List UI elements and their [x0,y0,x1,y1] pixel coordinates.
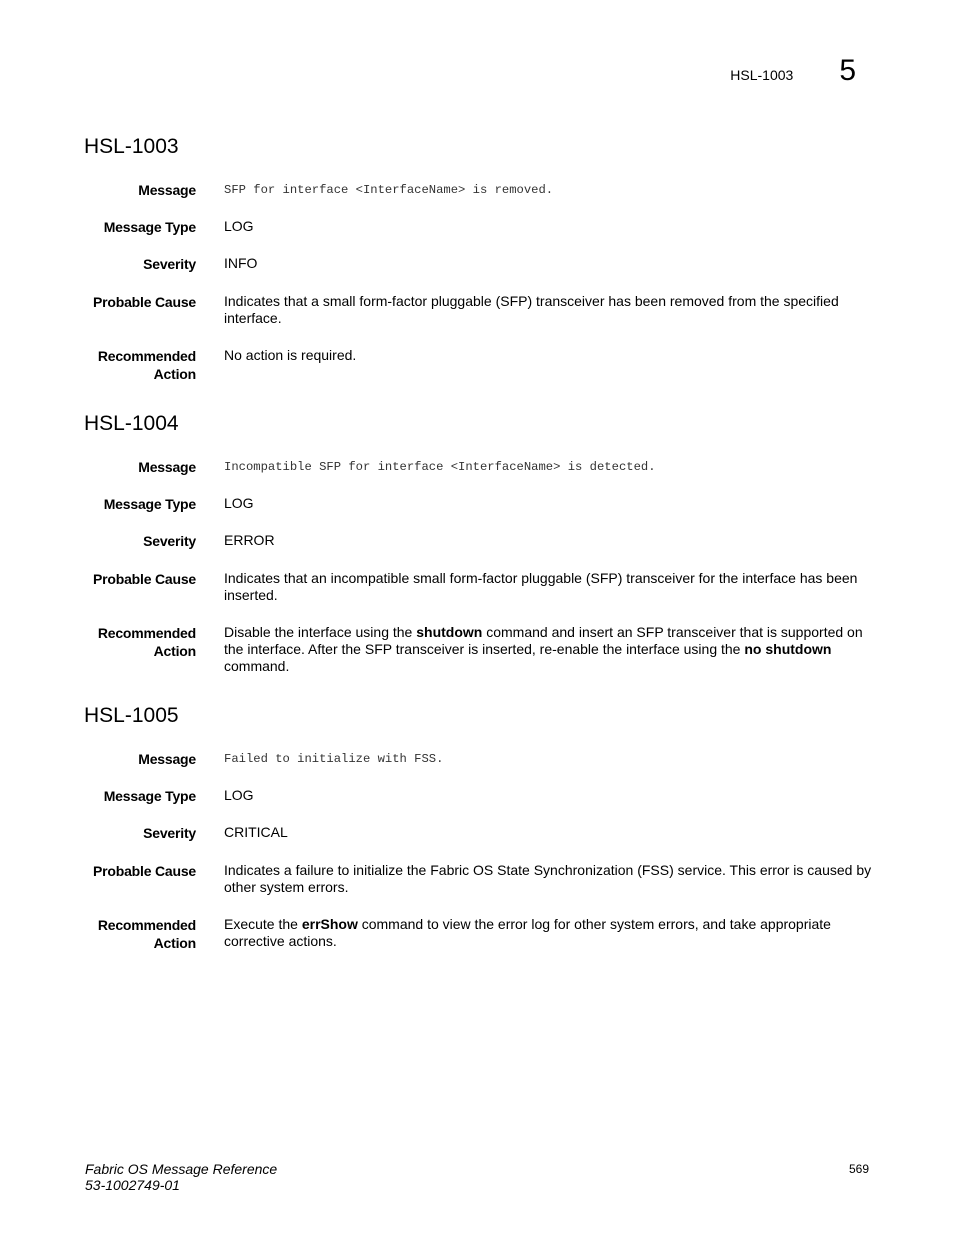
message-type-label: Message Type [103,219,196,235]
probable-cause-text: Indicates that a small form-factor pluggable (SFP) transceiver has been removed from the specified interface. [224,293,839,326]
message-text: Failed to initialize with FSS. [224,752,444,766]
action-text-part: command to view the error log for other system errors, and take appropriate corrective actions. [224,916,831,949]
recommended-action-text [224,916,872,950]
message-type-value: LOG [224,787,254,803]
message-label: Message [138,182,196,198]
recommended-label-line2: Action [153,366,196,382]
section-title: HSL-1004 [84,412,179,435]
severity-value: INFO [224,255,258,271]
probable-cause-label: Probable Cause [92,571,196,587]
section-title: HSL-1005 [84,704,179,727]
recommended-label-line1: Recommended [97,348,196,364]
chapter-number: 5 [839,54,856,87]
action-text-part: command and insert an SFP transceiver that is supported on the interface. After the SFP transceiver is inserted, re-enable the interface using the [224,624,863,657]
recommended-label-line1: Recommended [97,625,196,641]
probable-cause-label: Probable Cause [92,863,196,879]
probable-cause-text: Indicates that an incompatible small form-factor pluggable (SFP) transceiver for the interface has been inserted. [224,570,858,603]
action-text-part: command. [224,658,290,674]
message-type-label: Message Type [103,496,196,512]
message-type-value: LOG [224,218,254,234]
message-label: Message [138,751,196,767]
recommended-action-text: No action is required. [224,347,357,363]
message-label: Message [138,459,196,475]
running-header [730,56,856,86]
severity-label: Severity [143,825,196,841]
action-text-part: Execute the [224,916,302,932]
message-text: SFP for interface <InterfaceName> is removed. [224,183,554,197]
header-label: HSL-1003 [730,67,794,83]
recommended-action-text [224,624,872,675]
recommended-action-label [60,916,196,952]
footer-doc-number: 53-1002749-01 [85,1177,180,1193]
severity-value: ERROR [224,532,275,548]
severity-label: Severity [143,256,196,272]
message-text: Incompatible SFP for interface <InterfaceName> is detected. [224,460,656,474]
command-shutdown: shutdown [416,624,483,640]
severity-value: CRITICAL [224,824,288,840]
section-title: HSL-1003 [84,135,179,158]
message-type-label: Message Type [103,788,196,804]
probable-cause-text: Indicates a failure to initialize the Fabric OS State Synchronization (FSS) service. This error is caused by other system errors. [224,862,872,895]
command-errshow: errShow [301,916,358,932]
severity-label: Severity [143,533,196,549]
probable-cause-label: Probable Cause [92,294,196,310]
page-number: 569 [848,1162,869,1176]
action-text-part: Disable the interface using the [224,624,417,640]
recommended-label-line1: Recommended [97,917,196,933]
recommended-label-line2: Action [153,935,196,951]
recommended-action-label [60,347,196,383]
recommended-action-label [60,624,196,660]
footer-doc-info [85,1161,277,1193]
footer-title: Fabric OS Message Reference [85,1161,278,1177]
command-no-shutdown: no shutdown [744,641,832,657]
recommended-label-line2: Action [153,643,196,659]
message-type-value: LOG [224,495,254,511]
